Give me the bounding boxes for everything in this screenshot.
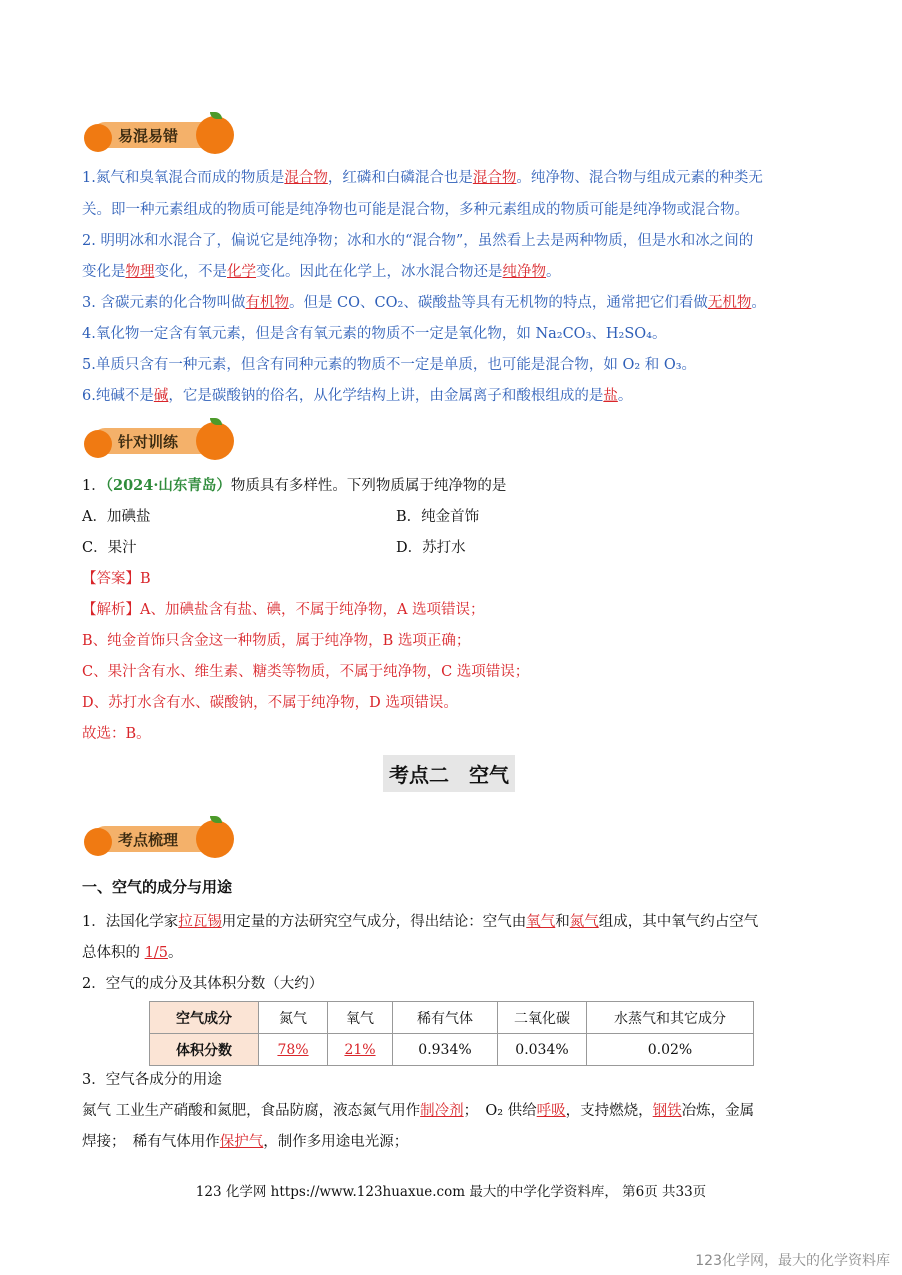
option-a: A．加碘盐 <box>82 509 151 525</box>
watermark: 123化学网，最大的化学资料库 <box>695 1253 890 1269</box>
question-stem: 1．（2024·山东青岛）物质具有多样性。下列物质属于纯净物的是 <box>82 477 507 494</box>
table-row <box>150 1002 754 1034</box>
analysis-line-3: C、果汁含有水、维生素、糖类等物质，不属于纯净物，C 选项错误； <box>82 664 530 680</box>
air-heading: 一、空气的成分与用途 <box>82 878 233 896</box>
page-footer: 123 化学网 https://www.123huaxue.com 最大的中学化学资料库， 第6页 共33页 <box>195 1184 707 1200</box>
option-c: C．果汁 <box>82 540 137 556</box>
badge-review <box>84 816 234 860</box>
answer: 【答案】B <box>82 571 151 587</box>
table-cell: 21% <box>328 1034 393 1066</box>
confuse-line-1b: 关。即一种元素组成的物质可能是纯净物也可能是混合物，多种元素组成的物质可能是纯净物或混合物。 <box>82 202 749 218</box>
confuse-line-3: 3. 含碳元素的化合物叫做有机物。但是 CO、CO₂、碳酸盐等具有无机物的特点，通常把它们看做无机物。 <box>82 295 766 311</box>
confuse-line-2b: 变化是物理变化，不是化学变化。因此在化学上，冰水混合物还是纯净物。 <box>82 264 561 280</box>
orange-icon <box>84 828 112 856</box>
orange-icon <box>196 820 234 858</box>
confuse-line-2: 2. 明明冰和水混合了，偏说它是纯净物；冰和水的“混合物”，虽然看上去是两种物质，但是水和冰之间的 <box>82 233 754 249</box>
section-title: 考点二 空气 <box>383 755 515 792</box>
badge-practice <box>84 418 234 462</box>
table-cell: 稀有气体 <box>393 1002 498 1034</box>
confuse-line-4: 4.氧化物一定含有氧元素，但是含有氧元素的物质不一定是氧化物，如 Na₂CO₃、H₂SO₄。 <box>82 326 667 342</box>
air-p4: 氮气 工业生产硝酸和氮肥，食品防腐，液态氮气用作制冷剂； O₂ 供给呼吸，支持燃烧，钢铁冶炼，金属 <box>82 1103 755 1119</box>
table-cell: 氮气 <box>259 1002 328 1034</box>
air-p2: 2．空气的成分及其体积分数（大约） <box>82 976 324 992</box>
air-composition-table <box>149 1001 754 1066</box>
badge-confuse <box>84 112 234 156</box>
analysis-line-1: 【解析】A、加碘盐含有盐、碘，不属于纯净物，A 选项错误； <box>82 602 485 618</box>
confuse-line-6: 6.纯碱不是碱，它是碳酸钠的俗名，从化学结构上讲，由金属离子和酸根组成的是盐。 <box>82 388 633 404</box>
badge-label: 易混易错 <box>118 127 179 145</box>
table-cell: 0.02% <box>587 1034 754 1066</box>
air-p3: 3．空气各成分的用途 <box>82 1072 222 1088</box>
analysis-line-5: 故选：B。 <box>82 726 151 742</box>
table-cell: 氧气 <box>328 1002 393 1034</box>
analysis-line-2: B、纯金首饰只含金这一种物质，属于纯净物，B 选项正确； <box>82 633 471 649</box>
table-cell: 0.934% <box>393 1034 498 1066</box>
orange-icon <box>84 430 112 458</box>
confuse-line-5: 5.单质只含有一种元素，但含有同种元素的物质不一定是单质，也可能是混合物，如 O₂ 和 O₃。 <box>82 357 697 373</box>
table-cell: 水蒸气和其它成分 <box>587 1002 754 1034</box>
table-cell: 78% <box>259 1034 328 1066</box>
table-cell: 0.034% <box>498 1034 587 1066</box>
air-p1: 1．法国化学家拉瓦锡用定量的方法研究空气成分，得出结论：空气由氧气和氮气组成，其中氧气约占空气 <box>82 914 759 930</box>
orange-icon <box>84 124 112 152</box>
question-source: （2024·山东青岛） <box>105 477 231 494</box>
analysis-line-4: D、苏打水含有水、碳酸钠，不属于纯净物，D 选项错误。 <box>82 695 458 711</box>
orange-icon <box>196 116 234 154</box>
table-header-cell: 体积分数 <box>150 1034 259 1066</box>
confuse-line-1: 1.氮气和臭氧混合而成的物质是混合物，红磷和白磷混合也是混合物。纯净物、混合物与组成元素的种类无 <box>82 170 763 186</box>
option-b: B．纯金首饰 <box>396 509 480 525</box>
table-row <box>150 1034 754 1066</box>
badge-label: 考点梳理 <box>118 831 179 849</box>
table-header-cell: 空气成分 <box>150 1002 259 1034</box>
orange-icon <box>196 422 234 460</box>
option-d: D．苏打水 <box>396 540 466 556</box>
badge-label: 针对训练 <box>118 433 179 451</box>
air-p4b: 焊接； 稀有气体用作保护气，制作多用途电光源； <box>82 1134 409 1150</box>
table-cell: 二氧化碳 <box>498 1002 587 1034</box>
air-p1b: 总体积的 1/5。 <box>82 945 183 961</box>
